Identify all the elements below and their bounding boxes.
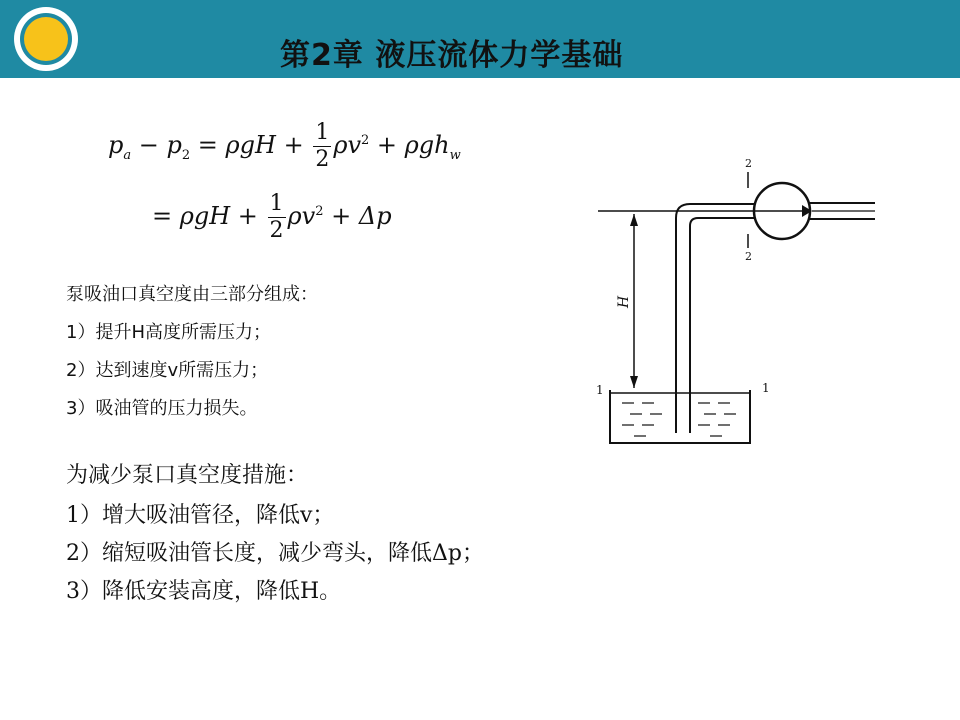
list-item: 1）提升H高度所需压力； (66, 322, 271, 343)
pump-suction-diagram (590, 148, 880, 448)
section-label-bottom: 2 (745, 250, 752, 263)
measures-heading: 为减少泵口真空度措施： (66, 463, 309, 488)
formula-line-1: $p_a - p_2 = \rho gH$ + $\frac{1}{2}$ $\rho v^2 + \rho gh_w$ (108, 120, 461, 172)
section-label-right: 1 (762, 381, 770, 395)
list-item: 3）吸油管的压力损失。 (66, 398, 258, 419)
list-item: 3）降低安装高度，降低H。 (66, 579, 342, 604)
list-item: 2）缩短吸油管长度，减少弯头，降低Δp； (66, 541, 484, 566)
fraction-one-half: $\frac{1}{2}$ (315, 120, 330, 172)
title-bar (0, 0, 960, 78)
section-label-left: 1 (596, 383, 604, 397)
oil-hatching (622, 403, 736, 436)
sun-logo-icon (14, 7, 78, 71)
list-item: 2）达到速度v所需压力； (66, 360, 269, 381)
section-label-top: 2 (745, 157, 752, 170)
list-item: 1）增大吸油管径，降低v； (66, 503, 335, 528)
formula-line-2: = ρgH + $\frac{1}{2}$ $\rho v^2 + \Delta p$ (152, 191, 392, 243)
oil-tank (610, 390, 750, 443)
height-label: H (616, 295, 632, 308)
fraction-one-half: $\frac{1}{2}$ (269, 191, 284, 243)
page-title: 第2章 液压流体力学基础 (280, 38, 624, 73)
composition-heading: 泵吸油口真空度由三部分组成： (66, 284, 318, 305)
